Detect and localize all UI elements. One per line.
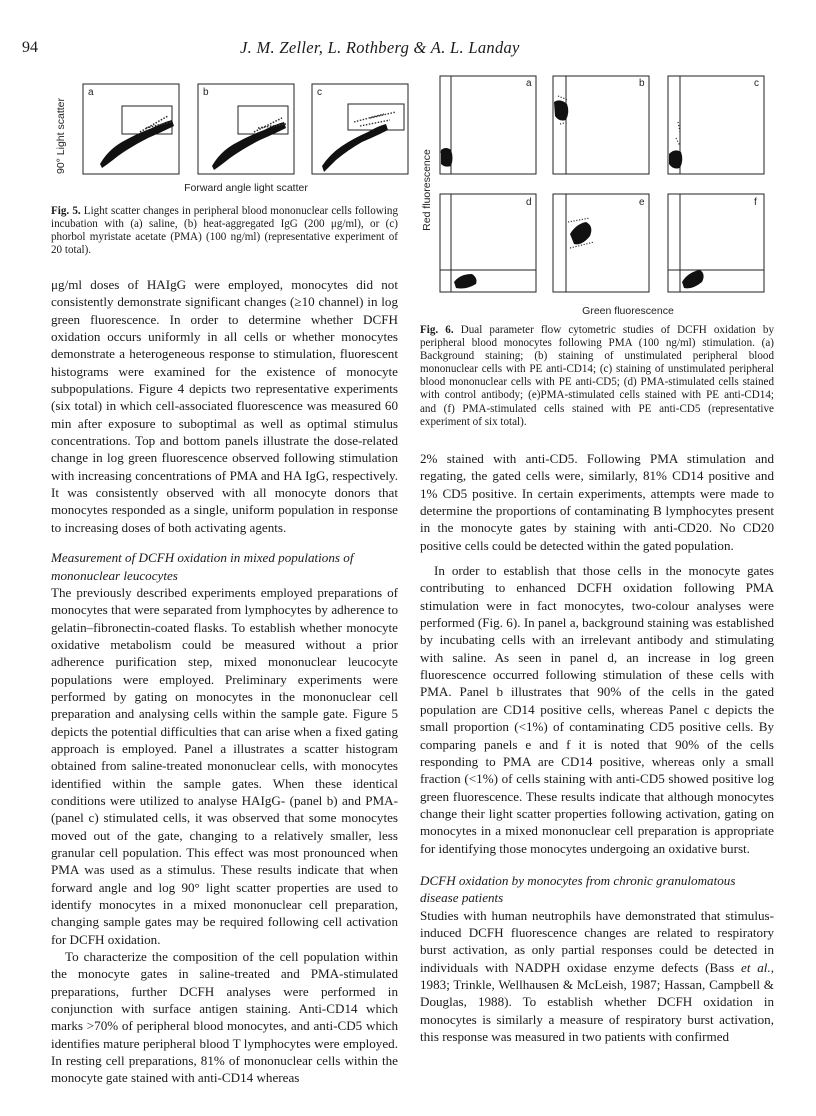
fig5-caption-label: Fig. 5. (51, 205, 81, 217)
body-paragraph: 2% stained with anti-CD5. Following PMA stimulation and regating, the gated cells were, similarly, 81% CD14 positive and 1% CD5 positive. In certain experiments, attempts were made to determine the proportions of contaminating B lymphocytes present in the monocyte gates by staining with anti-CD20. No CD20 positive cells could be detected within the gated population. (420, 451, 774, 553)
fig6-cell-cluster (441, 148, 453, 167)
body-paragraph: The previously described experiments employed preparations of monocytes that were separated from lymphocytes by adherence to gelatin–fibronectin-coated flasks. To establish whether monocyte oxidative metabolism could be measured without a prior adherence purification step, mixed mononuclear leucocyte populations were employed. Preliminary experiments were performed by gating on monocytes in the mononuclear cell preparation and analysing cells within the sample gate. Figure 5 depicts the potential difficulties that can arise when a fixed gating approach is employed. Panel a illustrates a scatter histogram obtained from saline-treated mononuclear cells, with monocytes identified within the sample gates. When these identical conditions were utilized to analyse HAIgG- (panel b) and PMA- (panel c) stimulated cells, it was observed that some monocytes moved out of the gate, changing to a relatively smaller, less granular cell population. This effect was most pronounced when PMA was used as a stimulus. These results indicate that when forward angle and log 90° light scatter properties are used to identify monocytes in a mixed mononuclear cell preparation, changing sample gates may be required following cell activation for DCFH oxidation. (51, 584, 398, 947)
fig6-panel-e (553, 194, 649, 292)
et-al: et al. (741, 959, 771, 975)
paragraph-text: Studies with human neutrophils have demonstrated that stimulus-induced DCFH fluorescence changes are related to respiratory burst activation, as only partial responses could be detected in individuals with NADPH oxidase enzyme defects (Bass (420, 907, 774, 975)
fig5-x-axis-label: Forward angle light scatter (184, 182, 308, 194)
fig5-caption-text: Light scatter changes in peripheral blood mononuclear cells following incubation with (a) saline, (b) heat-aggregated IgG (200 μg/ml), or (c) phorbol myristate acetate (PMA) (100 ng/ml) (representative experiment of 20 total). (51, 205, 398, 257)
fig6-panel-label: a (526, 78, 532, 89)
fig6-panel-a (440, 76, 536, 174)
fig5-cell-cloud (212, 122, 286, 170)
body-paragraph: μg/ml doses of HAIgG were employed, monocytes did not consistently demonstrate significant changes (≥10 channel) in log green fluorescence. In order to determine whether DCFH oxidation occurs uniformly in all cells or whether monocytes demonstrate a heterogeneous response to stimulation, fluorescent histograms were examined for the existence of monocyte subpopulations. Figure 4 depicts two representative experiments (six total) in which cell-associated fluorescence was measured 60 min after exposure to suboptimal as well as optimal stimulus concentrations. Top and bottom panels illustrate the dose-related change in log green fluorescence observed following stimulation with increasing concentrations of PMA and HA IgG, respectively. It was consistently observed with all monocyte donors that monocytes responded as a single, uniform population in response to increasing doses of both activating agents. (51, 277, 398, 535)
fig6-panel-label: e (639, 197, 645, 208)
fig6-panel-b (553, 76, 649, 174)
fig5-figure (50, 76, 420, 200)
fig5-caption (51, 205, 398, 257)
section-heading: Measurement of DCFH oxidation in mixed populations of mononuclear leucocytes (51, 550, 354, 583)
fig6-panel-d (440, 194, 536, 292)
fig6-panel-c (668, 76, 764, 174)
fig6-y-axis-label: Red fluorescence (421, 149, 433, 231)
fig5-cell-cloud (100, 120, 174, 168)
fig6-cell-cluster (454, 274, 477, 289)
body-paragraph: To characterize the composition of the cell population within the monocyte gates in saline-treated and PMA-stimulated preparations, further DCFH analyses were performed in conjunction with surface antigen staining. Anti-CD14 which marks >70% of peripheral blood monocytes, and anti-CD5 which identifies mature peripheral blood T lymphocytes were employed. In resting cell preparations, 81% of mononuclear cells within the monocyte gate stained with anti-CD14 whereas (51, 949, 398, 1086)
fig5-panel-label: b (203, 87, 209, 98)
fig6-cell-cluster (669, 150, 682, 168)
fig5-panel-label: c (317, 87, 322, 98)
fig6-caption-label: Fig. 6. (420, 324, 454, 336)
fig6-caption-text: Dual parameter flow cytometric studies of DCFH oxidation by peripheral blood monocytes following PMA (100 ng/ml) stimulation. (a) Background staining; (b) staining of unstimulated peripheral blood mononuclear cells with PE anti-CD14; (c) staining of unstimulated peripheral blood mononuclear cells with PE anti-CD5; (d) PMA-stimulated cells stained with control antibody; (e)PMA-stimulated cells stained with PE anti-CD14; and (f) PMA-stimulated cells stained with PE anti-CD5 (representative experiment of six total). (420, 324, 774, 428)
paragraph-text: , 1983; Trinkle, Wellhausen & McLeish, 1987; Hassan, Campbell & Douglas, 1988). To establish whether DCFH oxidation in monocytes is similarly a measure of respiratory burst activation, this response was measured in two patients with confirmed (420, 959, 774, 1044)
fig5-panel-a (83, 84, 179, 174)
fig5-panel-b (198, 84, 294, 174)
fig5-panel-c (312, 84, 408, 174)
body-paragraph (420, 907, 774, 1046)
fig5-y-axis-label: 90° Light scatter (55, 98, 67, 174)
fig6-cell-cluster (554, 100, 568, 120)
fig6-cell-cluster (682, 270, 704, 288)
fig6-figure (418, 72, 773, 322)
fig6-panel-label: f (754, 197, 757, 208)
body-paragraph: In order to establish that those cells in the monocyte gates contributing to enhanced DCFH oxidation following PMA stimulation were in fact monocytes, two-colour analyses were performed (Fig. 6). In panel a, background staining was established by incubating cells with an irrelevant antibody and stimulating with saline. As seen in panel d, an increase in log green fluorescence occurred following stimulation of these cells with PMA. Panel b illustrates that 90% of the cells in the gated population are CD14 positive cells, whereas Panel c depicts the small proportion (<1%) of contaminating CD5 positive cells. By comparing panels e and f it is noted that 90% of the cells responding to PMA are CD14 positive, whereas only a small fraction (<1%) of cells staining with anti-CD5 showed positive log green fluorescence. These results indicate that although monocytes change their light scatter properties following activation, gating on monocytes in a mixed mononuclear cell preparation is appropriate for identifying those monocytes undergoing an oxidative burst. (420, 563, 774, 856)
fig6-caption (420, 324, 774, 429)
left-column (51, 276, 398, 1087)
fig6-panel-label: c (754, 78, 759, 89)
right-column (420, 450, 774, 1045)
running-head: J. M. Zeller, L. Rothberg & A. L. Landay (240, 38, 520, 57)
fig5-panel-label: a (88, 87, 94, 98)
page-number: 94 (22, 39, 38, 56)
section-heading: DCFH oxidation by monocytes from chronic granulomatous disease patients (420, 872, 736, 906)
fig6-cell-cluster (570, 222, 591, 244)
fig6-x-axis-label: Green fluorescence (582, 305, 674, 317)
fig5-cell-cloud (322, 124, 388, 172)
fig6-panel-label: b (639, 78, 645, 89)
fig6-panel-f (668, 194, 764, 292)
fig6-panel-label: d (526, 197, 532, 208)
